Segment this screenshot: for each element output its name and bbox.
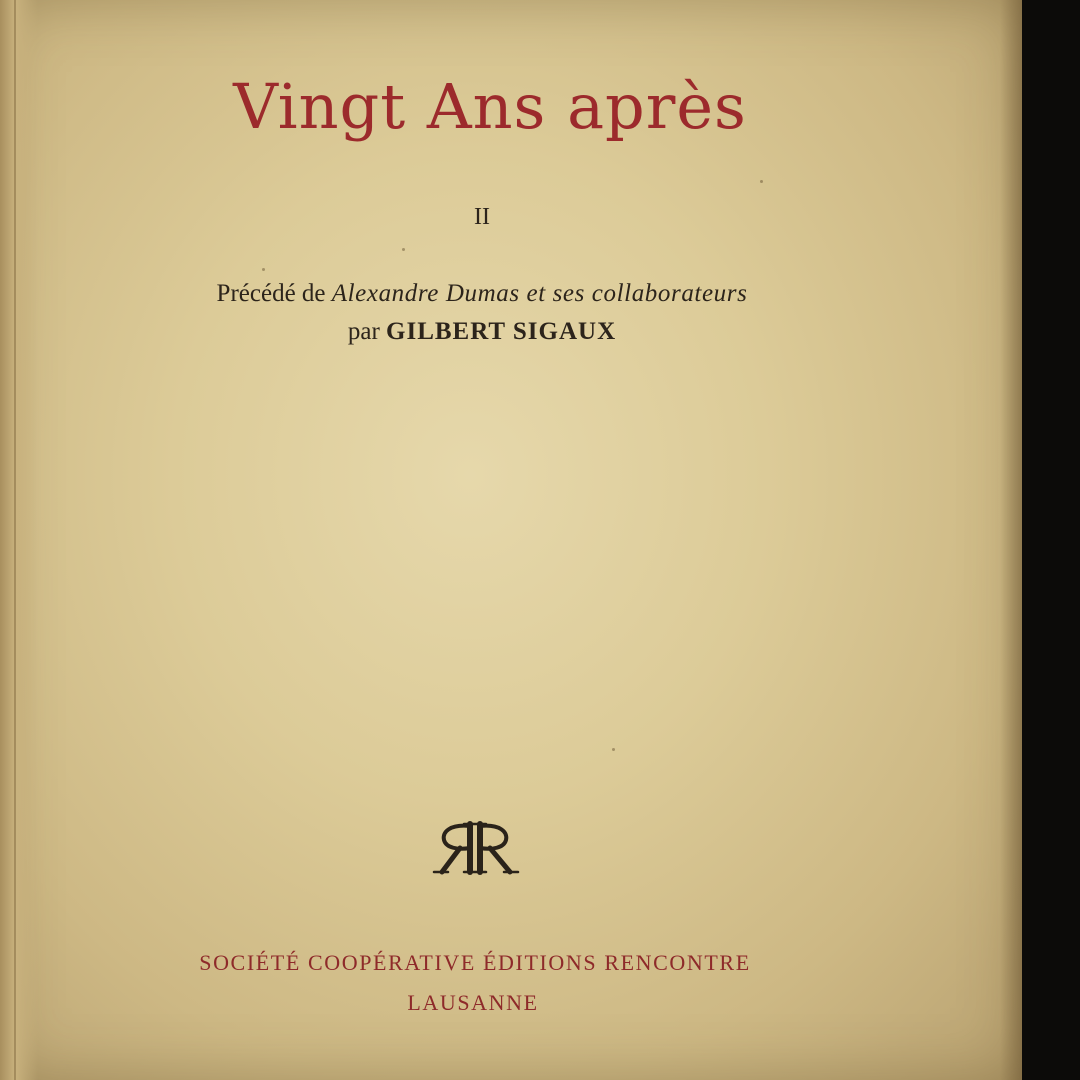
paper-speck — [760, 180, 763, 183]
author-prefix: par — [347, 318, 380, 345]
author-line — [0, 318, 964, 346]
rr-monogram-logo — [420, 818, 530, 878]
paper-speck — [262, 268, 265, 271]
volume-number: II — [474, 204, 490, 230]
author-name: GILBERT SIGAUX — [386, 318, 617, 345]
book-title: Vingt Ans après — [233, 70, 747, 143]
paper-speck — [402, 248, 405, 251]
rr-monogram-icon — [420, 818, 530, 878]
preface-line — [0, 280, 964, 308]
paper-speck — [612, 748, 615, 751]
publisher-city: LAUSANNE — [407, 990, 539, 1015]
publisher-name: SOCIÉTÉ COOPÉRATIVE ÉDITIONS RENCONTRE — [199, 950, 751, 975]
preface-prefix: Précédé de — [216, 280, 326, 307]
page-edge-shadow — [1000, 0, 1022, 1080]
preface-work-title: Alexandre Dumas et ses collaborateurs — [331, 280, 748, 307]
